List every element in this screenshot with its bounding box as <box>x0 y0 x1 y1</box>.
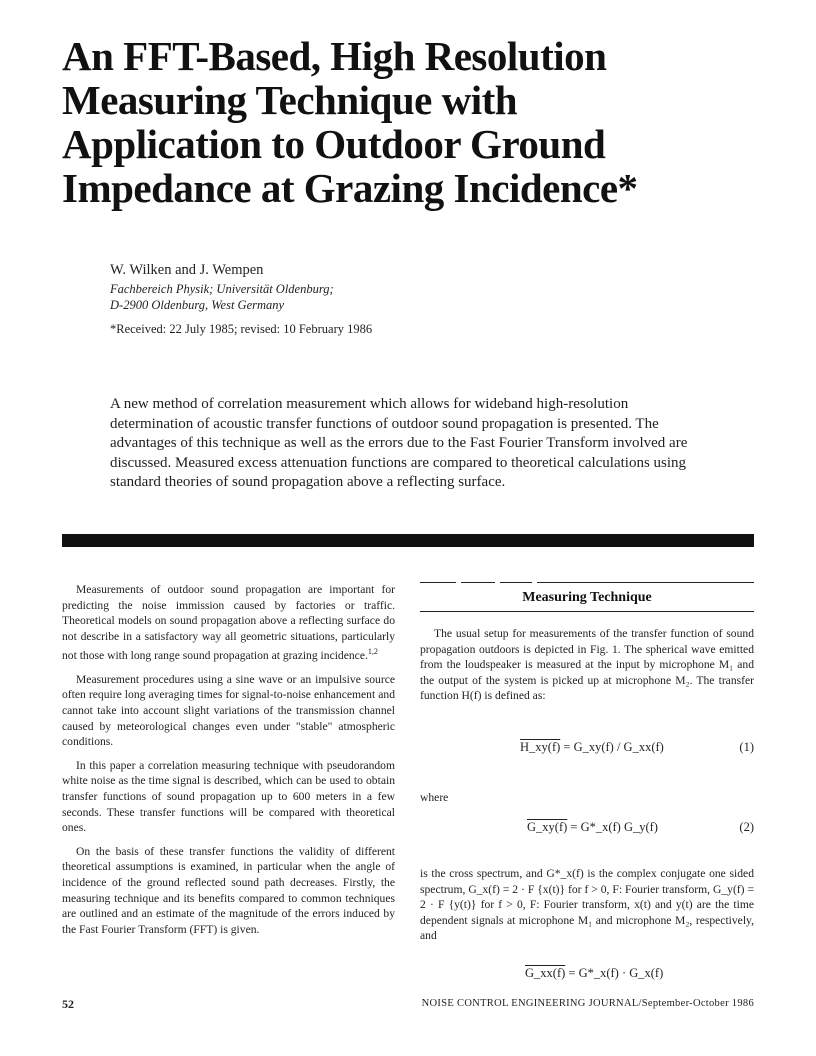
equation-lhs: H_xy(f) <box>520 740 561 754</box>
paper-title <box>62 34 762 210</box>
equation-3 <box>525 966 663 981</box>
right-paragraph-1: The usual setup for measurements of the transfer function of sound propagation outdoors is depicted in Fig. 1. The spherical wave emitted from the loudspeaker is measured at the input by microphone M₁ and the output of the system is picked up at microphone M₂. The transfer function H(f) is defined as: <box>420 627 754 703</box>
title-line: Impedance at Grazing Incidence* <box>62 165 638 211</box>
title-line: An FFT-Based, High Resolution <box>62 33 607 79</box>
left-column <box>62 582 395 945</box>
equation-number-1: (1) <box>739 740 754 754</box>
equation-rhs: = G_xy(f) / G_xx(f) <box>563 740 664 754</box>
right-paragraph-2: is the cross spectrum, and G*_x(f) is the complex conjugate one sided spectrum, G_x(f) = 2 · F {x(t)} for f > 0, F: Fourier transform, G_y(f) = 2 · F {y(t)} for f > 0, F: Fourier transform, x(t) and y(t) are the time dependent signals at microphone M₁ and microphone M₂, respectively, and <box>420 867 754 943</box>
body-paragraph: Measurement procedures using a sine wave or an impulsive source often require long averaging times for signal-to-noise enhancement and cannot take into account slight variations of the transmission channel caused by meteorological changes even under "stable" atmospheric conditions. <box>62 672 395 749</box>
equation-lhs: G_xx(f) <box>525 966 566 980</box>
section-divider-bar <box>62 534 754 547</box>
title-line: Measuring Technique with <box>62 77 518 123</box>
where-label: where <box>420 791 449 804</box>
affiliation-line-1: Fachbereich Physik; Universität Oldenburg; <box>110 282 334 296</box>
equation-1 <box>520 740 664 755</box>
section-heading-underline <box>420 611 754 612</box>
body-paragraph: Measurements of outdoor sound propagation are important for predicting the noise immission caused by factories or traffic. Theoretical models on sound propagation above a reflecting surface do not describe in a satisfactory way all geometric situations, particularly not those with long range sound propagation at grazing incidence.$^{1,2}$ <box>62 583 395 663</box>
section-heading: Measuring Technique <box>522 590 652 605</box>
reference-superscript: 1,2 <box>367 647 378 657</box>
journal-footer: NOISE CONTROL ENGINEERING JOURNAL/September-October 1986 <box>421 998 754 1009</box>
title-line: Application to Outdoor Ground <box>62 121 606 167</box>
received-note: *Received: 22 July 1985; revised: 10 February 1986 <box>110 322 373 336</box>
equation-lhs: G_xy(f) <box>527 820 568 834</box>
affiliation-line-2: D-2900 Oldenburg, West Germany <box>110 298 285 312</box>
abstract: A new method of correlation measurement which allows for wideband high-resolution determination of acoustic transfer functions of outdoor sound propagation is presented. The advantages of this technique as well as the errors due to the Fast Fourier Transform involved are discussed. Measured excess attenuation functions are compared to theoretical calculations using standard theories of sound propagation above a reflecting surface. <box>110 396 688 491</box>
equation-rhs: = G*_x(f) G_y(f) <box>570 820 658 834</box>
equation-number-2: (2) <box>739 820 754 834</box>
equation-rhs: = G*_x(f) · G_x(f) <box>568 966 664 980</box>
section-heading-rules <box>420 582 754 584</box>
page-number: 52 <box>62 997 74 1011</box>
equation-2 <box>527 820 658 835</box>
body-paragraph: On the basis of these transfer functions the validity of different theoretical assumptions is examined, in particular when the angle of incidence of the ground reflected sound path decreases. Firstly, the measuring technique and its benefits compared to common techniques are outlined and an estimate of the magnitude of the errors induced by the Fast Fourier Transform (FFT) is given. <box>62 844 395 936</box>
body-paragraph: In this paper a correlation measuring technique with pseudorandom white noise as the time signal is described, which can be used to obtain transfer functions of sound propagation up to 600 meters in a few seconds. These transfer functions will be compared with theoretical ones. <box>62 758 395 835</box>
authors: W. Wilken and J. Wempen <box>110 262 264 278</box>
